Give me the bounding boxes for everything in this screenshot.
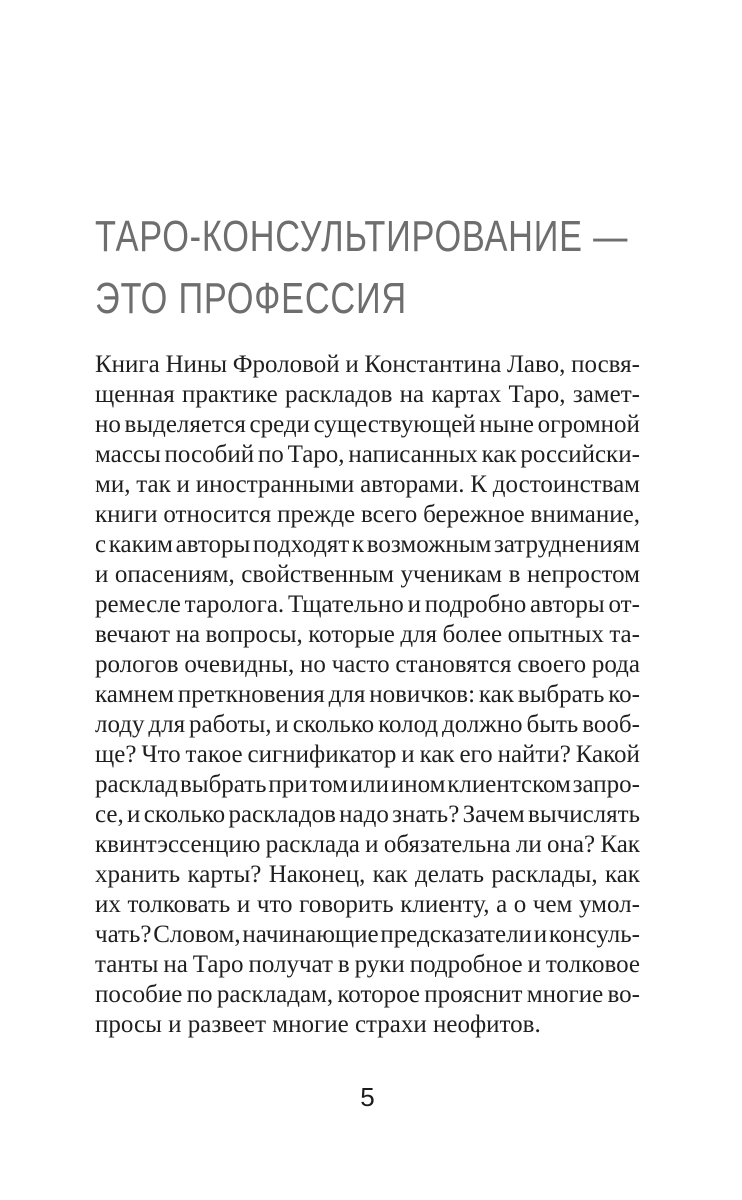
text-line: рологов очевидны, но часто становятся своего рода — [95, 651, 640, 678]
text-line: и опасениям, свойственным ученикам в непростом — [95, 561, 640, 588]
text-line: их толковать и что говорить клиенту, а о чем умол- — [95, 891, 640, 918]
body-paragraph — [95, 350, 640, 1040]
text-line: щенная практике раскладов на картах Таро, замет- — [95, 381, 640, 408]
text-line: хранить карты? Наконец, как делать расклады, как — [95, 861, 640, 888]
text-line: камнем преткновения для новичков: как выбрать ко- — [95, 681, 640, 708]
text-line: танты на Таро получат в руки подробное и толковое — [95, 951, 640, 978]
text-line: но выделяется среди существующей ныне огромной — [95, 411, 640, 438]
text-line: книги относится прежде всего бережное внимание, — [95, 501, 640, 528]
text-line: пособие по раскладам, которое прояснит многие во- — [95, 981, 640, 1008]
chapter-title-line-1: ТАРО-КОНСУЛЬТИРОВАНИЕ — — [95, 212, 629, 261]
text-line: расклад выбрать при том или ином клиентском запро- — [95, 771, 640, 798]
text-line: просы и развеет многие страхи неофитов. — [95, 1011, 541, 1038]
text-line: се, и сколько раскладов надо знать? Зачем вычислять — [95, 801, 640, 828]
text-line: вечают на вопросы, которые для более опытных та- — [95, 621, 640, 648]
chapter-title — [95, 206, 742, 330]
text-line: ми, так и иностранными авторами. К достоинствам — [95, 471, 640, 498]
text-line: ще? Что такое сигнификатор и как его найти? Какой — [95, 741, 640, 768]
text-line: лоду для работы, и сколько колод должно быть вооб- — [95, 711, 640, 738]
text-line: ремесле таролога. Тщательно и подробно авторы от- — [95, 591, 640, 618]
chapter-title-line-2: ЭТО ПРОФЕССИЯ — [95, 274, 407, 323]
text-line: квинтэссенцию расклада и обязательна ли она? Как — [95, 831, 640, 858]
text-line: Книга Нины Фроловой и Константина Лаво, посвя- — [95, 351, 640, 378]
page-number: 5 — [360, 1082, 375, 1112]
text-line: с каким авторы подходят к возможным затруднениям — [95, 531, 640, 558]
text-line: массы пособий по Таро, написанных как российски- — [95, 441, 640, 468]
text-line: чать? Словом, начинающие предсказатели и консуль- — [95, 921, 640, 948]
